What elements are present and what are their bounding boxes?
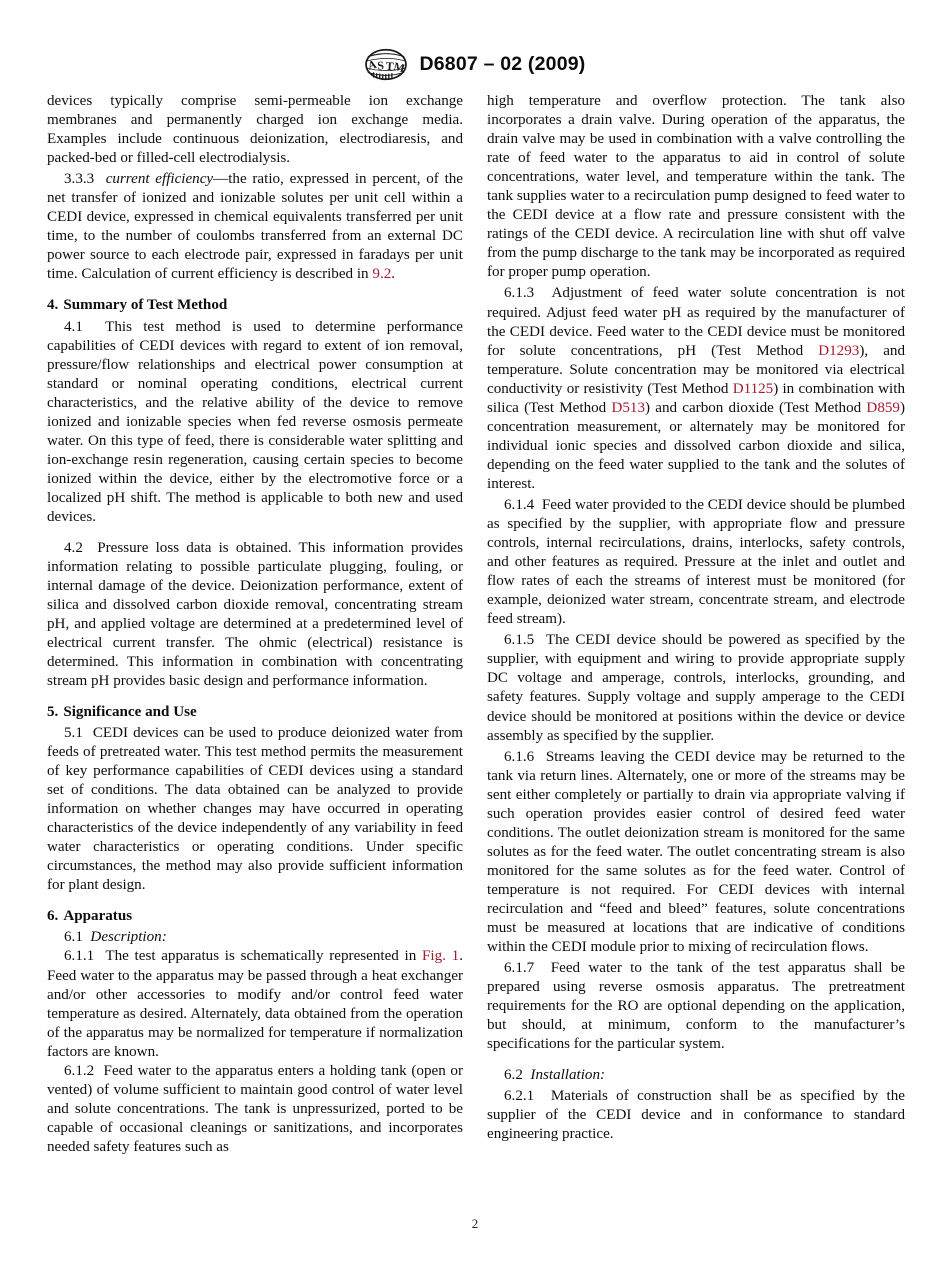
paragraph-text: Pressure loss data is obtained. This information provides information relating to possible particulate plugging, fouling, or internal damage of the device. Deionization performance, extent of silica and dissolved carbon dioxide removal, concentrating stream pH, and applied voltage are determined at a predetermined level of electrical current transfer. The ohmic (electrical) resistance is determined. This information in combination with concentrating stream pH provides basic design and performance information. [47,539,463,689]
svg-text:A: A [366,57,379,73]
em-dash: — [213,171,229,188]
paragraph-text: devices typically comprise semi-permeable ion exchange membranes and permanently charged ion exchange media. Examples include continuous deionization, electrodiaresis, and packed-bed or filled-cell electrodialysis. [47,93,463,167]
paragraph-6-1-5 [487,631,905,745]
paragraph-text: high temperature and overflow protection. The tank also incorporates a drain valve. During operation of the apparatus, the drain valve may be used in combination with a valve controlling the rate of feed water to the apparatus to aid in control of solute concentrations, water level, and temperature within the tank. The tank supplies water to a recirculation pump designed to feed water to the CEDI device at a flow rate and pressure consistent with the ratings of the CEDI device. A recirculation line with shut off valve from the pump discharge to the tank may be incorporated as required for proper pump operation. [487,93,905,281]
paragraph-number: 4.1 [64,318,83,335]
paragraph-3-3-2-continuation [47,92,463,168]
paragraph-number: 6.1.5 [504,632,535,649]
subsection-title: Installation: [530,1066,606,1083]
svg-text:M: M [392,59,407,75]
svg-text:T: T [385,59,395,73]
paragraph-6-1-7 [487,959,905,1054]
paragraph-text: Feed water provided to the CEDI device should be plumbed as specified by the supplier, with appropriate flow and pressure controls, internal recirculations, drains, interlocks, safety controls, and other features as required. Pressure at the inlet and outlet and flow rates of each the streams of interest must be monitored (for example, deionized water stream, concentrate stream, and electrode feed stream). [487,496,905,628]
paragraph-rich-text: Adjustment of feed water solute concentration is not required. Adjust feed water pH as required by the manufacturer of the CEDI device. Feed water to the CEDI device must be monitored for solute concentrations, pH (Test Method D1293), and temperature. Solute concentration may be monitored via electrical conductivity or resistivity (Test Method D1125) in combination with silica (Test Method D513) and carbon dioxide (Test Method D859) concentration measurement, or alternately may be monitored for individual ionic species and dissolved carbon dioxide and silica, depending on the feed water supplied to the tank and the solutes of interest. [487,285,906,492]
paragraph-number: 5.1 [64,724,83,741]
defined-term: current efficiency [105,171,214,188]
heading-number: 5. [47,703,59,720]
page-footer [0,1216,950,1232]
paragraph-6-1-2 [47,1062,463,1157]
paragraph-number: 6.1 [64,929,83,946]
paragraph-4-1 [47,318,463,528]
paragraph-number: 6.1.1 [64,948,95,965]
paragraph-text-tail: . [391,266,396,283]
paragraph-6-1-6 [487,748,905,958]
heading-title: Significance and Use [63,703,197,720]
link-test-method-d1125[interactable]: D1125 [732,380,774,397]
paragraph-6-1 [47,928,463,947]
heading-section-6 [47,907,463,926]
paragraph-text: the ratio, expressed in percent, of the net transfer of ionized and ionizable solutes per unit cell within a CEDI device, expressed in chemical equivalents transferred per unit time, to the number of coulombs transferred from an external DC power source to each electrode pair, expressed in faradays per unit time. Calculation of current efficiency is described in [47,171,464,283]
paragraph-text: The CEDI device should be powered as specified by the supplier, with equipment and wiring to provide appropriate supply DC voltage and amperage, controls, interlocks, grounding, and safety features. Supply voltage and supply amperage to the CEDI device should be monitored at positions within the device or device assembly as specified by the supplier. [487,632,905,744]
paragraph-number: 6.1.6 [504,748,535,765]
link-test-method-d513[interactable]: D513 [611,399,645,416]
paragraph-6-1-1 [47,947,463,1061]
astm-logo-icon [364,48,408,81]
paragraph-number: 6.2 [504,1066,523,1083]
paragraph-number: 6.1.7 [504,960,535,977]
paragraph-6-1-3 [487,284,905,494]
paragraph-text: This test method is used to determine performance capabilities of CEDI devices with regard to extent of ion removal, pressure/flow relationships and electrical power consumption at standard or nominal operating conditions, electrical current characteristics, and the relative ability of the device to remove ionized and ionizable species when fed reverse osmosis permeate water. On this type of feed, there is considerable water splitting and ion-exchange resin regeneration, causing certain species to become ionized within the device, either by the electromotive force or a localized pH shift. The method is applicable to both new and used devices. [47,318,463,525]
link-figure-1[interactable]: Fig. 1 [422,948,460,965]
paragraph-text: Materials of construction shall be as specified by the supplier of the CEDI device and in conformance to standard engineering practice. [487,1087,905,1142]
paragraph-6-1-4 [487,496,905,629]
paragraph-number: 6.1.4 [504,496,535,513]
paragraph-number: 4.2 [64,539,83,556]
link-test-method-d1293[interactable]: D1293 [818,342,860,359]
paragraph-6-2-1 [487,1087,905,1144]
paragraph-text: CEDI devices can be used to produce deionized water from feeds of pretreated water. This test method permits the measurement of key performance capabilities of CEDI devices using a standard set of conditions. The data obtained can be analyzed to provide information on whether changes may have occurred in operating characteristics of the device independently of any variability in feed water characteristics or operating conditions. Under specific circumstances, the method may also provide sufficient information for plant design. [47,724,463,894]
paragraph-number: 3.3.3 [64,171,95,188]
paragraph-6-2 [487,1066,905,1085]
paragraph-3-3-3 [47,170,463,284]
document-designation: D6807 – 02 (2009) [419,53,586,76]
paragraph-text: Feed water to the apparatus enters a holding tank (open or vented) of volume sufficient to maintain good control of water level and solute concentrations. The tank is unpressurized, ported to be capable of occasional cleanings or sanitizations, and incorporates needed safety features such as [47,1062,463,1155]
paragraph-number: 6.1.3 [504,285,535,302]
right-column [487,92,905,1202]
heading-section-5 [47,703,463,722]
paragraph-number: 6.1.2 [64,1062,95,1079]
heading-section-4 [47,296,463,315]
paragraph-number: 6.2.1 [504,1087,535,1104]
two-column-body [47,92,906,1202]
paragraph-5-1 [47,724,463,895]
subsection-title: Description: [90,929,167,946]
heading-title: Summary of Test Method [63,297,228,314]
left-column [47,92,463,1202]
paragraph-6-1-2-continuation [487,92,905,282]
page-number: 2 [471,1216,479,1231]
svg-text:S: S [377,58,386,73]
paragraph-4-2 [47,539,463,691]
page-header [0,44,950,84]
heading-number: 4. [47,297,59,314]
heading-title: Apparatus [63,908,133,925]
link-test-method-d859[interactable]: D859 [866,399,900,416]
paragraph-text-tail: . Feed water to the apparatus may be passed through a heat exchanger and/or other accessories to modify and/or control feed water temperature as desired. Alternately, data obtained from the operation of the apparatus may be normalized for temperature if normalization factors are known. [47,948,463,1060]
link-section-9-2[interactable]: 9.2 [372,266,392,283]
heading-number: 6. [47,908,59,925]
paragraph-text: Feed water to the tank of the test apparatus shall be prepared using reverse osmosis apparatus. The pretreatment requirements for the RO are optional depending on the application, but should, at minimum, conform to the manufacturer’s specifications for the particular system. [487,960,906,1053]
paragraph-text: The test apparatus is schematically represented in [105,948,423,965]
paragraph-text: Streams leaving the CEDI device may be returned to the tank via return lines. Alternately, one or more of the streams may be sent either completely or partially to drain via appropriate valving if such operation provides easier control of desired feed water conditions. The outlet deionization stream is monitored for the same solutes as for the feed water. The outlet concentrating stream is also monitored for the same solutes as for the feed water. Control of temperature is not required. For CEDI devices with internal recirculation and “feed and bleed” features, solute concentrations must be measured at locations that are indicative of conditions within the CEDI module prior to mixing of recirculation flows. [487,748,905,956]
